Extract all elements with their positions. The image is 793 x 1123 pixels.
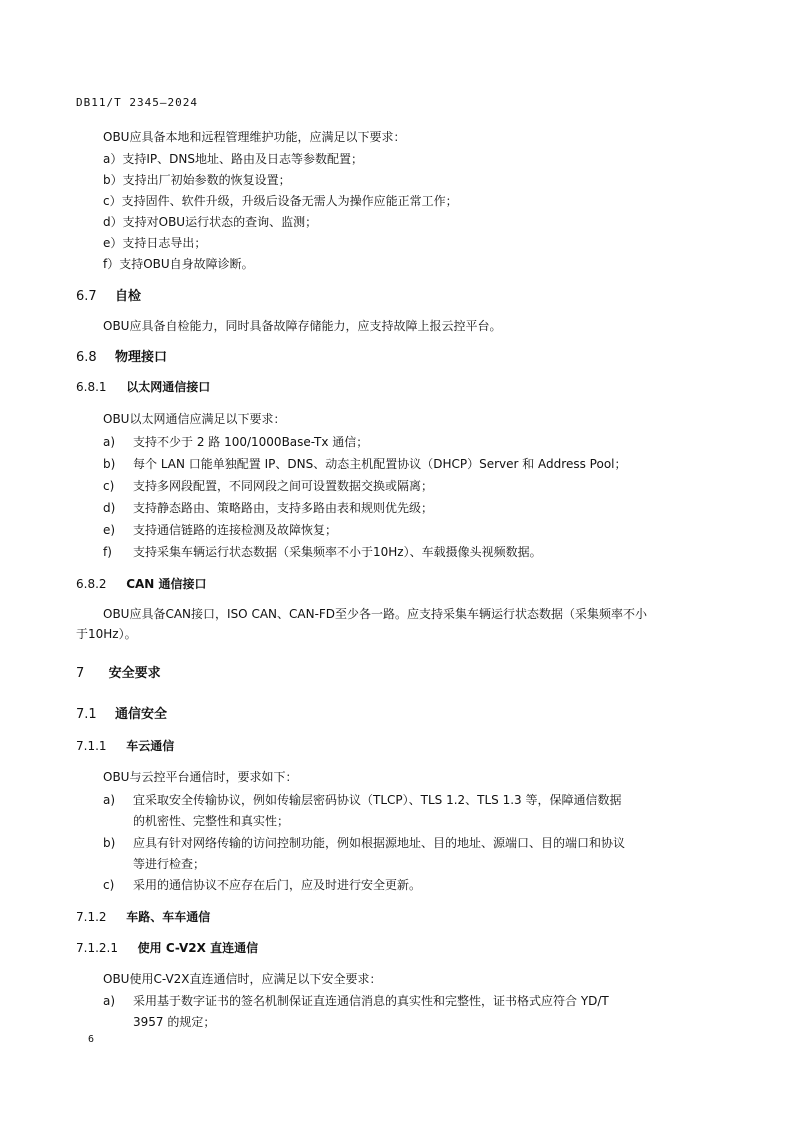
section-title: 以太网通信接口: [126, 380, 211, 394]
list-item: [103, 502, 433, 514]
list-item: e）支持日志导出；: [103, 236, 207, 250]
section-title: 物理接口: [114, 350, 167, 365]
section-heading-7-1-1: [76, 740, 174, 752]
section-title: 自检: [114, 289, 141, 304]
list-text: 每个 LAN 口能单独配置 IP、DNS、动态主机配置协议（DHCP）Server 和 Address Pool；: [133, 457, 627, 471]
list-item: [103, 879, 421, 891]
section-number: 6.8: [76, 350, 97, 365]
list-label: c): [103, 479, 115, 493]
list-text: 应具有针对网络传输的访问控制功能，例如根据源地址、目的地址、源端口、目的端口和协议: [133, 836, 626, 850]
list-item: a）支持IP、DNS地址、路由及日志等参数配置；: [103, 152, 363, 166]
list-text-continuation: 的机密性、完整性和真实性；: [133, 814, 290, 828]
list-label: b): [103, 836, 116, 850]
list-label: c): [103, 878, 115, 892]
list-text-continuation: 3957 的规定；: [133, 1015, 216, 1029]
list-label: d): [103, 501, 116, 515]
list-item: f）支持OBU自身故障诊断。: [103, 257, 254, 271]
document-code: DB11/T 2345—2024: [76, 96, 198, 109]
section-number: 7.1: [76, 707, 97, 722]
list-label: e): [103, 523, 116, 537]
oam-intro: OBU应具备本地和远程管理维护功能，应满足以下要求：: [103, 130, 406, 144]
section-number: 6.7: [76, 289, 97, 304]
section-title: CAN 通信接口: [126, 577, 207, 591]
section-heading-6-7: [76, 290, 141, 303]
list-text: 采用的通信协议不应存在后门，应及时进行安全更新。: [133, 878, 422, 892]
list-text: 支持静态路由、策略路由，支持多路由表和规则优先级；: [133, 501, 434, 515]
section-intro: OBU以太网通信应满足以下要求：: [103, 412, 286, 426]
list-text-continuation: 等进行检查；: [133, 857, 206, 871]
section-intro: OBU与云控平台通信时，要求如下：: [103, 770, 298, 784]
list-item: [103, 480, 433, 492]
list-item: [103, 524, 337, 536]
section-heading-6-8-2: [76, 578, 207, 590]
list-text: 宜采取安全传输协议，例如传输层密码协议（TLCP）、TLS 1.2、TLS 1.3 等，保障通信数据: [133, 793, 622, 807]
section-body-line: 于10Hz）。: [76, 627, 137, 641]
list-item: [103, 995, 609, 1007]
list-text: 支持通信链路的连接检测及故障恢复；: [133, 523, 338, 537]
list-item: [103, 546, 542, 558]
chapter-number: 7: [76, 666, 85, 681]
section-intro: OBU使用C-V2X直连通信时，应满足以下安全要求：: [103, 972, 382, 986]
list-item: [103, 794, 622, 806]
section-number: 7.1.2.1: [76, 941, 118, 955]
list-item: [103, 436, 368, 448]
section-heading-6-8: [76, 351, 167, 364]
chapter-heading-7: [76, 667, 161, 680]
list-item: [103, 458, 627, 470]
list-label: b): [103, 457, 116, 471]
list-label: a): [103, 994, 116, 1008]
page-number: 6: [88, 1034, 95, 1045]
list-text: 支持多网段配置，不同网段之间可设置数据交换或隔离；: [133, 479, 434, 493]
section-title: 车路、车车通信: [126, 910, 211, 924]
section-number: 6.8.2: [76, 577, 107, 591]
list-item: d）支持对OBU运行状态的查询、监测；: [103, 215, 318, 229]
list-label: f): [103, 545, 112, 559]
section-body: OBU应具备自检能力，同时具备故障存储能力，应支持故障上报云控平台。: [103, 319, 502, 333]
section-heading-6-8-1: [76, 381, 210, 393]
section-title: 车云通信: [126, 739, 175, 753]
section-body-line: OBU应具备CAN接口，ISO CAN、CAN-FD至少各一路。应支持采集车辆运行状态数据（采集频率不小: [103, 607, 648, 621]
list-item: c）支持固件、软件升级，升级后设备无需人为操作应能正常工作；: [103, 194, 458, 208]
section-number: 6.8.1: [76, 380, 107, 394]
list-item: b）支持出厂初始参数的恢复设置；: [103, 173, 291, 187]
list-label: a): [103, 435, 116, 449]
list-text: 采用基于数字证书的签名机制保证直连通信消息的真实性和完整性，证书格式应符合 YD/T: [133, 994, 609, 1008]
section-heading-7-1-2-1: [76, 942, 258, 954]
section-title: 通信安全: [114, 707, 167, 722]
section-number: 7.1.2: [76, 910, 107, 924]
chapter-title: 安全要求: [108, 666, 161, 681]
section-heading-7-1-2: [76, 911, 210, 923]
list-text: 支持不少于 2 路 100/1000Base-Tx 通信；: [133, 435, 369, 449]
section-heading-7-1: [76, 708, 167, 721]
list-text: 支持采集车辆运行状态数据（采集频率不小于10Hz）、车载摄像头视频数据。: [133, 545, 542, 559]
list-label: a): [103, 793, 116, 807]
section-number: 7.1.1: [76, 739, 107, 753]
list-item: [103, 837, 625, 849]
section-title: 使用 C-V2X 直连通信: [137, 941, 259, 955]
